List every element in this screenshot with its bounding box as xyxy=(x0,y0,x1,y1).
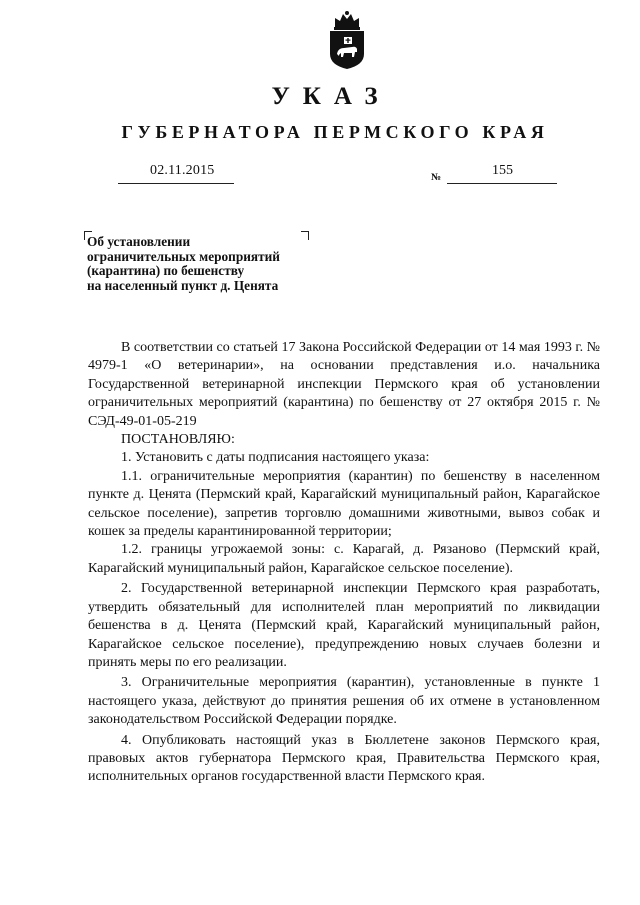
clause-3: 3. Ограничительные мероприятия (карантин), установленные в пункте 1 настоящего указа, действуют до принятия решения об их отмене в установленном законодательством Российской Федерации порядке. xyxy=(88,675,600,728)
clause-2: 2. Государственной ветеринарной инспекции Пермского края разработать, утвердить обязательный для исполнителей план мероприятий по ликвидации бешенства в д. Ценята (Пермский край, Карагайский муниципальный район, Карагайское сельское поселение), предупреждению новых случаев болезни и принять меры по его реализации. xyxy=(88,581,600,670)
decree-subject xyxy=(87,235,317,293)
clause-1-2: 1.2. границы угрожаемой зоны: с. Карагай, д. Рязаново (Пермский край, Карагайский муниципальный район, Карагайское сельское поселение). xyxy=(88,542,600,576)
subject-line: на населенный пункт д. Ценята xyxy=(87,277,279,293)
decree-body xyxy=(88,339,600,787)
document-type: УКАЗ xyxy=(271,83,391,110)
clause-4: 4. Опубликовать настоящий указ в Бюллетене законов Пермского края, правовых актов губернатора Пермского края, Правительства Пермского края, исполнительных органов государственной власти Пермского края. xyxy=(88,732,600,785)
clause-1: 1. Установить с даты подписания настоящего указа: xyxy=(121,450,430,466)
subject-line: (карантина) по бешенству xyxy=(87,263,245,278)
subject-line: ограничительных мероприятий xyxy=(87,248,280,264)
decree-date: 02.11.2015 xyxy=(150,163,215,178)
preamble-paragraph: В соответствии со статьей 17 Закона Российской Федерации от 14 мая 1993 г. № 4979-1 «О ветеринарии», на основании представления и.о. начальника Государственной ветеринарной инспекции Пермского края об установлении ограничительных мероприятий (карантина) по бешенству от 27 октября 2015 г. № СЭД-49-01-05-219 xyxy=(88,340,600,429)
decree-number: 155 xyxy=(492,163,513,178)
perm-krai-coat-of-arms-icon xyxy=(326,10,368,70)
resolve-statement: ПОСТАНОВЛЯЮ: xyxy=(121,432,235,448)
issuer-title: ГУБЕРНАТОРА ПЕРМСКОГО КРАЯ xyxy=(121,122,549,142)
subject-line: Об установлении xyxy=(87,234,191,249)
number-sign: № xyxy=(431,172,442,183)
clause-1-1: 1.1. ограничительные мероприятия (карантин) по бешенству в населенном пункте д. Ценята (Пермский край, Карагайский муниципальный район, Карагайское сельское поселение), запретив торговлю домашними животными, вывоз собак и кошек за пределы карантинированной территории; xyxy=(88,468,600,540)
